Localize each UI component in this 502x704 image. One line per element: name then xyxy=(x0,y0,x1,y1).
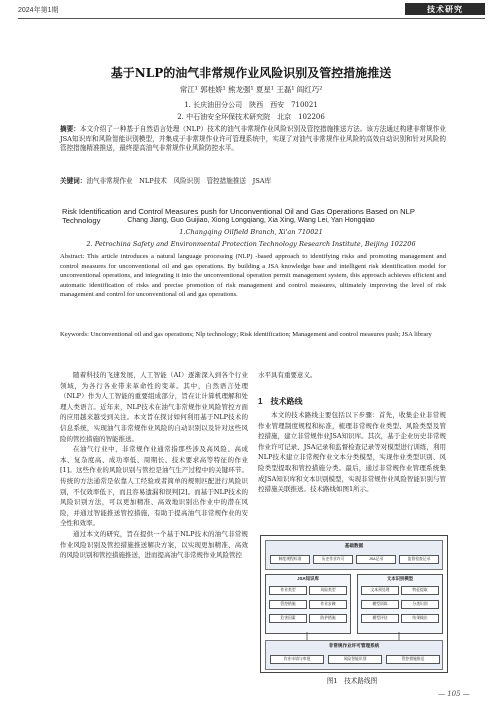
figure-caption: 图1 技术路线图 xyxy=(326,677,378,685)
keywords-en-text: Unconventional oil and gas operations; Nlp technology; Risk identification; Management and control measures push; JSA library xyxy=(90,331,432,338)
figure-box: 结果输出 xyxy=(401,614,439,623)
header-divider xyxy=(18,18,485,19)
affiliation-1: 1. 长庆油田分公司 陕西 西安 710021 xyxy=(184,101,318,109)
figure-box: 分类识别 xyxy=(401,600,439,609)
figure-box: 作业类型 xyxy=(269,586,307,595)
figure-band-base-data xyxy=(265,540,443,570)
body-paragraph: 随着科技的飞速发展，人工智能（AI）逐渐深入到各个行业领域，为各行各业带来革命性的变革。其中，自然语言处理（NLP）作为人工智能的重要组成部分，旨在让计算机理解和处理人类语言。近年来，NLP技术在油气非常规作业风险管控方面的应用越来越受到关注。本文旨在探讨如何利用基于NLP技术的信息系统，实现油气非常规作业风险的自动识别以及针对这些风险的管控措施的智能推送。 xyxy=(60,371,248,443)
english-authors: Chang Jiang, Guo Guijiao, Xiong Longqiang, Xia Xing, Wang Lei, Yan Hongqiao xyxy=(127,217,375,224)
abstract-en-text: This article introduces a natural language processing (NLP) -based approach to identifying risks and promoting management and control measures for unconventional oil and gas operations. By building a JSA knowledge base and intelligent risk identification model for unconventional operations, and integrating it into the unconventional operation permit management system, this approach achieves efficient and automatic identification of risks and precise promotion of risk management and control measures, ultimately improving the level of risk management and control for unconventional oil and gas operations. xyxy=(60,253,446,299)
figure-box: 模型训练 xyxy=(361,600,399,609)
abstract-cn-label: 摘要： xyxy=(60,125,80,133)
figure-panel-model xyxy=(357,574,443,634)
issue-label: 2024年第1期 xyxy=(18,7,59,14)
figure-panel-title: JSA知识库 xyxy=(297,576,319,581)
body-right-top: 水平具有重要意义。 xyxy=(258,371,317,379)
figure-band-system xyxy=(265,640,443,670)
figure-box: 作业步骤 xyxy=(309,600,347,609)
abstract-en xyxy=(60,252,446,300)
figure-box: 风险智能识别 xyxy=(328,655,382,664)
keywords-cn-label: 关键词： xyxy=(60,177,87,185)
authors: 常江¹ 郭桂娇¹ 熊龙强¹ 夏星¹ 王磊¹ 阎红巧² xyxy=(179,85,323,94)
figure-box: 作业申请与审批 xyxy=(270,655,324,664)
figure-panel-title: 文本识别模型 xyxy=(386,576,414,581)
affiliation-2: 2. 中石油安全环保技术研究院 北京 102206 xyxy=(177,113,325,121)
figure-box: 特征提取 xyxy=(401,586,439,595)
keywords-cn-text: 油气非常规作业 NLP技术 风险识别 管控措施推送 JSA库 xyxy=(86,177,272,185)
figure-box: 历史作业许可 xyxy=(313,555,353,564)
keywords-en xyxy=(60,330,446,340)
figure-box: 风险类型 xyxy=(309,586,347,595)
technical-route-figure xyxy=(260,535,448,673)
keywords-cn xyxy=(60,177,446,187)
figure-box: 管控措施 xyxy=(269,600,307,609)
english-title: Risk Identification and Control Measures push for Unconventional Oil and Gas Operations Based on NLP Technology xyxy=(62,207,415,225)
body-paragraph: 在油气行业中，非常规作业通常指那些涉及高风险、高成本、复杂度高、成功率低、周期长、技术要求高等特征的作业[1]。这些作业的风险识别与管控是油气生产过程中的关键环节。传统的方法通常是依靠人工经验或者简单的规则匹配进行风险识别，不仅效率低下，而且容易遗漏和误判[2]。而基于NLP技术的风险识别方法，可以更加精准、高效地识别出作业中的潜在风险，并通过智能推送管控措施，有助于提高油气非常规作业的安全性和效率。 xyxy=(60,445,248,528)
english-affiliation-1: 1.Changqing Oilfield Branch, Xi'an 710021 xyxy=(179,228,323,236)
english-affiliation-2: 2. Petrochina Safety and Environmental Protection Technology Research Institute, Beijing 102206 xyxy=(86,240,416,248)
abstract-en-label: Abstract: xyxy=(60,253,85,260)
body-right-paragraph: 本文的技术路线主要包括以下步骤：首先，收集企业非常规作业管理制度规程和标准，梳理非常规作业类型、风险类型及管控措施，建立非常规作业JSA知识库。其次，基于企业历史非常规作业许可记录、JSA记录和监督检查记录等对模型进行训练，利用NLP技术建立非常规作业文本分类模型，实现作业类型识别、风险类型提取和管控措施分类。最后，通过非常规作业管理系统集成JSA知识库和文本识别模型，实现非常规作业风险智能识别与管控措施关联推送。技术路线如图1所示。 xyxy=(258,411,446,494)
figure-box: JSA记录 xyxy=(356,555,396,564)
column-badge: 技术研究 xyxy=(405,3,485,15)
abstract-cn xyxy=(60,125,446,154)
figure-box: 危害因素 xyxy=(269,614,307,623)
figure-box: 防护措施 xyxy=(309,614,347,623)
figure-panel-jsa xyxy=(265,574,351,634)
figure-box: 文本预处理 xyxy=(361,586,399,595)
paper-title: 基于NLP的油气非常规作业风险识别及管控措施推送 xyxy=(110,66,392,80)
figure-box: 模型评估 xyxy=(361,614,399,623)
page-number: — 105 — xyxy=(438,690,470,698)
figure-box: 制度规程标准 xyxy=(270,555,310,564)
figure-band-title: 基础数据 xyxy=(344,543,364,548)
body-paragraph: 通过本文的研究，旨在提供一个基于NLP技术的油气非常规作业风险识别及管控措施推送解决方案，以实现更加精准、高效的风险识别和管控措施推送，进而提高油气非常规作业风险管控 xyxy=(60,529,248,560)
figure-box: 监督检查记录 xyxy=(399,555,439,564)
section-heading: 1 技术路线 xyxy=(258,397,303,406)
body-left-column xyxy=(60,370,248,561)
figure-box: 管控措施推送 xyxy=(386,655,440,664)
figure-band-title: 非常规作业许可管理系统 xyxy=(328,643,380,648)
abstract-cn-text: 本文介绍了一种基于自然语言处理（NLP）技术的油气非常规作业风险识别及管控措施推送方法。该方法通过构建非常规作业JSA知识库和风险智能识别模型，并集成于非常规作业许可管理系统中，实现了对油气非常规作业风险的高效自动识别和针对风险的管控措施精准推送，最终提高油气非常规作业风险防控水平。 xyxy=(60,125,446,153)
keywords-en-label: Keywords: xyxy=(60,331,89,338)
